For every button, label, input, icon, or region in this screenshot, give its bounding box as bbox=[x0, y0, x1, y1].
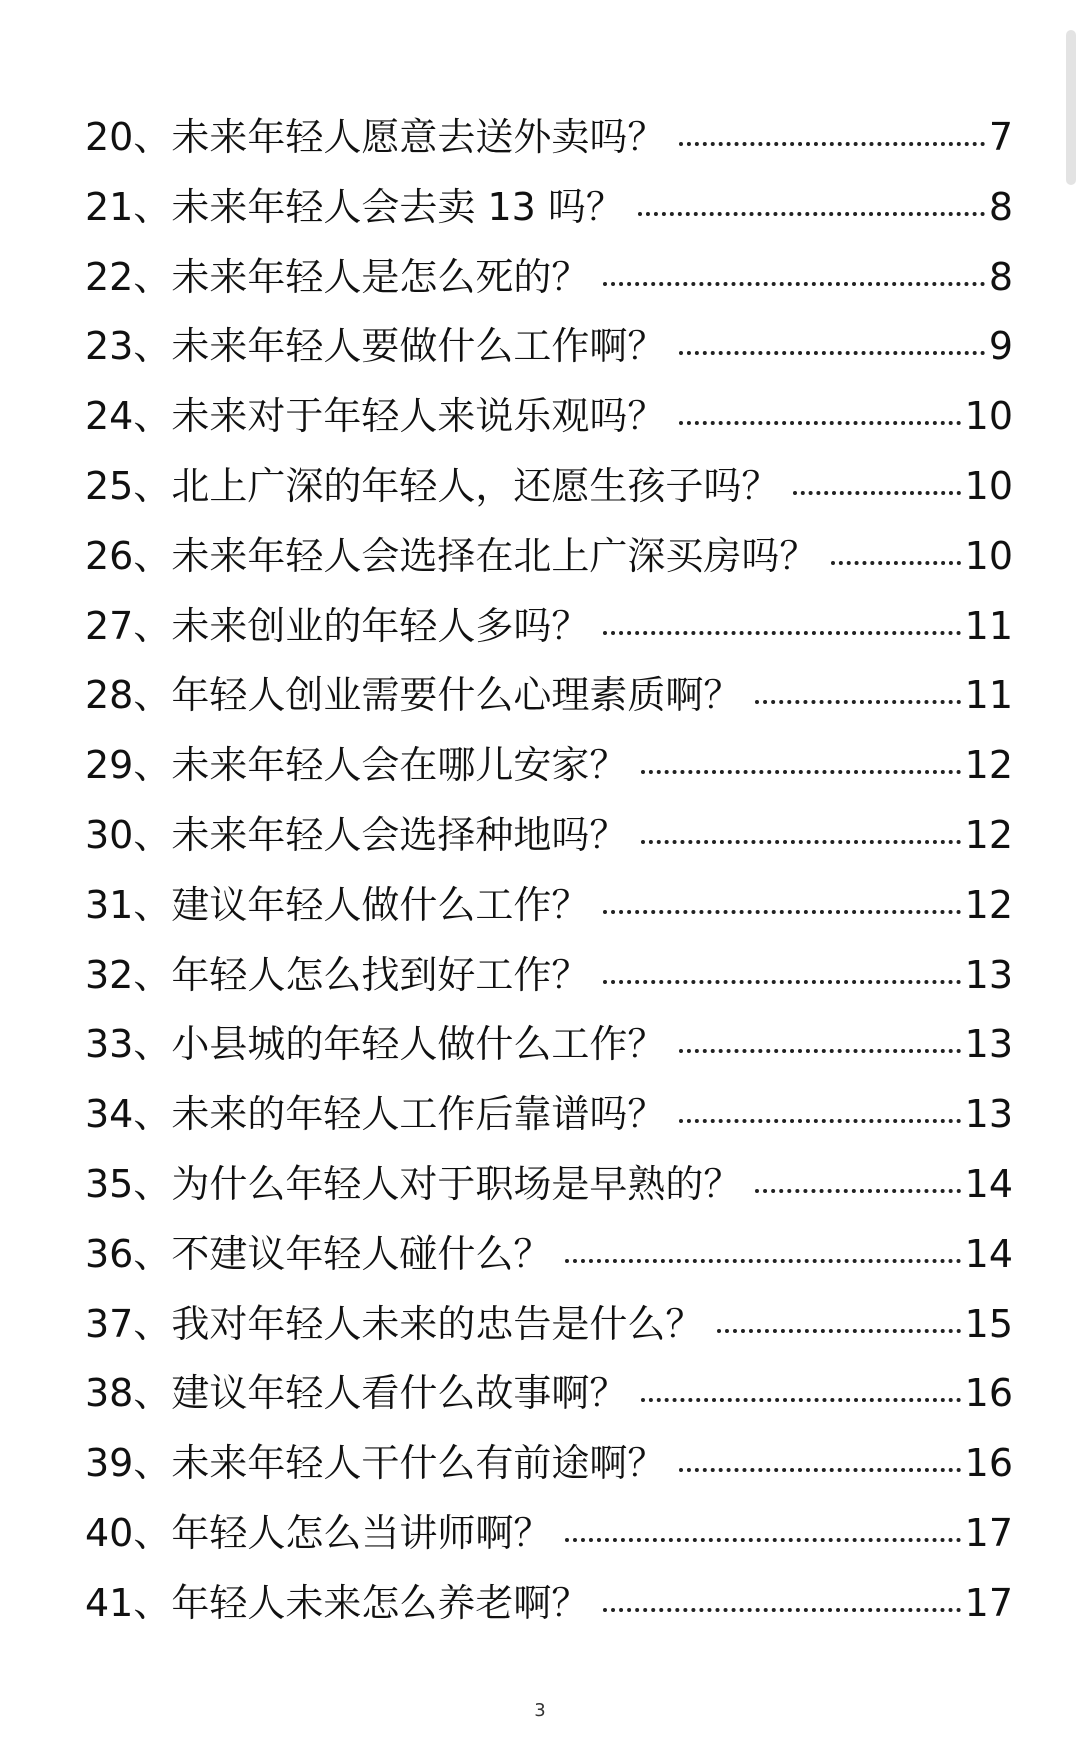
toc-entry-title: 未来年轻人会在哪儿安家？ bbox=[171, 743, 628, 788]
toc-entry-page: 16 bbox=[964, 1371, 1013, 1416]
toc-entry-number: 33、 bbox=[85, 1022, 172, 1067]
toc-entry[interactable] bbox=[85, 743, 1013, 816]
dot-leader bbox=[679, 351, 984, 355]
toc-entry[interactable] bbox=[85, 1371, 1013, 1444]
toc-entry-page: 13 bbox=[964, 1022, 1013, 1067]
toc-entry-number: 32、 bbox=[85, 952, 172, 997]
dot-leader bbox=[831, 561, 960, 565]
toc-entry-page: 7 bbox=[988, 115, 1013, 159]
toc-entry-page: 8 bbox=[988, 184, 1013, 229]
toc-entry-page: 12 bbox=[964, 882, 1013, 927]
toc-entry-number: 39、 bbox=[85, 1441, 172, 1486]
toc-entry-title: 未来年轻人要做什么工作啊？ bbox=[171, 324, 666, 369]
dot-leader bbox=[793, 491, 960, 495]
toc-entry-number: 36、 bbox=[85, 1231, 172, 1276]
toc-entry-page: 8 bbox=[988, 254, 1013, 299]
dot-leader bbox=[603, 910, 960, 914]
toc-entry[interactable] bbox=[85, 184, 1013, 258]
toc-entry-title: 未来年轻人会选择种地吗？ bbox=[171, 812, 628, 857]
dot-leader bbox=[603, 1608, 960, 1612]
dot-leader bbox=[565, 1538, 960, 1542]
toc-entry-number: 28、 bbox=[85, 673, 172, 718]
toc-entry[interactable] bbox=[85, 882, 1013, 956]
toc-entry-title: 年轻人创业需要什么心理素质啊？ bbox=[171, 673, 742, 718]
toc-entry-title: 建议年轻人看什么故事啊？ bbox=[171, 1371, 628, 1416]
toc-entry-page: 11 bbox=[964, 673, 1013, 718]
toc-entry[interactable] bbox=[85, 1022, 1013, 1095]
toc-entry-number: 24、 bbox=[85, 394, 172, 439]
toc-entry-title: 建议年轻人做什么工作？ bbox=[171, 882, 590, 927]
dot-leader bbox=[755, 1189, 960, 1193]
toc-entry-number: 38、 bbox=[85, 1371, 172, 1416]
toc-entry[interactable] bbox=[85, 1161, 1013, 1235]
toc-entry-title: 未来年轻人干什么有前途啊？ bbox=[171, 1441, 666, 1486]
toc-entry-title: 北上广深的年轻人，还愿生孩子吗？ bbox=[171, 463, 780, 508]
toc-entry[interactable] bbox=[85, 603, 1013, 677]
dot-leader bbox=[641, 770, 960, 774]
toc-entry-page: 9 bbox=[988, 324, 1013, 369]
dot-leader bbox=[679, 1468, 960, 1472]
toc-entry[interactable] bbox=[85, 1510, 1013, 1584]
toc-entry-number: 41、 bbox=[85, 1580, 172, 1625]
toc-entry-page: 10 bbox=[964, 533, 1013, 578]
toc-entry-title: 年轻人怎么当讲师啊？ bbox=[171, 1510, 552, 1555]
toc-entry-number: 37、 bbox=[85, 1301, 172, 1346]
toc-entry-number: 26、 bbox=[85, 533, 172, 578]
toc-entry-number: 40、 bbox=[85, 1510, 172, 1555]
toc-entry-title: 未来年轻人愿意去送外卖吗？ bbox=[171, 115, 666, 159]
toc-entry-page: 12 bbox=[964, 743, 1013, 788]
toc-entry-title: 未来年轻人会选择在北上广深买房吗？ bbox=[171, 533, 818, 578]
toc-entry-title: 我对年轻人未来的忠告是什么？ bbox=[171, 1301, 704, 1346]
toc-entry-title: 不建议年轻人碰什么？ bbox=[171, 1231, 552, 1276]
toc-entry-page: 12 bbox=[964, 812, 1013, 857]
toc-entry-title: 为什么年轻人对于职场是早熟的？ bbox=[171, 1161, 742, 1206]
toc-entry-title: 未来年轻人会去卖 13 吗？ bbox=[171, 184, 624, 229]
toc-entry-page: 13 bbox=[964, 952, 1013, 997]
toc-entry-number: 25、 bbox=[85, 463, 172, 508]
dot-leader bbox=[679, 1119, 960, 1123]
dot-leader bbox=[755, 700, 960, 704]
toc-entry[interactable] bbox=[85, 463, 1013, 537]
dot-leader bbox=[641, 840, 960, 844]
toc-entry[interactable] bbox=[85, 324, 1013, 397]
toc-entry[interactable] bbox=[85, 952, 1013, 1026]
dot-leader bbox=[565, 1259, 960, 1263]
toc-entry-number: 23、 bbox=[85, 324, 172, 369]
toc-entry[interactable] bbox=[85, 115, 1013, 188]
toc-entry[interactable] bbox=[85, 1231, 1013, 1305]
toc-entry[interactable] bbox=[85, 1441, 1013, 1514]
toc-entry-number: 34、 bbox=[85, 1092, 172, 1137]
toc-entry-page: 16 bbox=[964, 1441, 1013, 1486]
dot-leader bbox=[679, 421, 960, 425]
toc-entry-title: 年轻人怎么找到好工作？ bbox=[171, 952, 590, 997]
toc-entry[interactable] bbox=[85, 812, 1013, 886]
toc-entry-number: 21、 bbox=[85, 184, 172, 229]
dot-leader bbox=[603, 282, 984, 286]
toc-entry[interactable] bbox=[85, 1301, 1013, 1375]
toc-entry-title: 未来的年轻人工作后靠谱吗？ bbox=[171, 1092, 666, 1137]
toc-entry-page: 10 bbox=[964, 394, 1013, 439]
toc-entry[interactable] bbox=[85, 1580, 1013, 1654]
toc-entry-number: 30、 bbox=[85, 812, 172, 857]
toc-entry[interactable] bbox=[85, 254, 1013, 328]
toc-entry-page: 17 bbox=[964, 1510, 1013, 1555]
dot-leader bbox=[679, 1049, 960, 1053]
toc-entry[interactable] bbox=[85, 673, 1013, 746]
toc-entry-number: 29、 bbox=[85, 743, 172, 788]
toc-entry-page: 14 bbox=[964, 1161, 1013, 1206]
toc-entry[interactable] bbox=[85, 394, 1013, 467]
dot-leader bbox=[717, 1329, 960, 1333]
toc-entry-page: 15 bbox=[964, 1301, 1013, 1346]
dot-leader bbox=[641, 1398, 960, 1402]
toc-entry-page: 13 bbox=[964, 1092, 1013, 1137]
table-of-contents bbox=[85, 115, 1013, 1654]
toc-entry-title: 未来年轻人是怎么死的？ bbox=[171, 254, 590, 299]
toc-entry-title: 未来对于年轻人来说乐观吗？ bbox=[171, 394, 666, 439]
dot-leader bbox=[603, 631, 960, 635]
dot-leader bbox=[638, 212, 985, 216]
toc-entry-title: 小县城的年轻人做什么工作？ bbox=[171, 1022, 666, 1067]
toc-entry-number: 35、 bbox=[85, 1161, 172, 1206]
toc-entry-page: 14 bbox=[964, 1231, 1013, 1276]
toc-entry-page: 17 bbox=[964, 1580, 1013, 1625]
toc-entry-title: 年轻人未来怎么养老啊？ bbox=[171, 1580, 590, 1625]
toc-entry[interactable] bbox=[85, 1092, 1013, 1165]
toc-entry[interactable] bbox=[85, 533, 1013, 607]
page-number: 3 bbox=[534, 1700, 546, 1721]
toc-entry-page: 11 bbox=[964, 603, 1013, 648]
toc-entry-number: 31、 bbox=[85, 882, 172, 927]
toc-entry-page: 10 bbox=[964, 463, 1013, 508]
toc-entry-number: 20、 bbox=[85, 115, 172, 159]
scrollbar[interactable] bbox=[1066, 30, 1076, 185]
dot-leader bbox=[679, 142, 984, 146]
dot-leader bbox=[603, 980, 960, 984]
toc-entry-title: 未来创业的年轻人多吗？ bbox=[171, 603, 590, 648]
toc-entry-number: 27、 bbox=[85, 603, 172, 648]
toc-entry-number: 22、 bbox=[85, 254, 172, 299]
